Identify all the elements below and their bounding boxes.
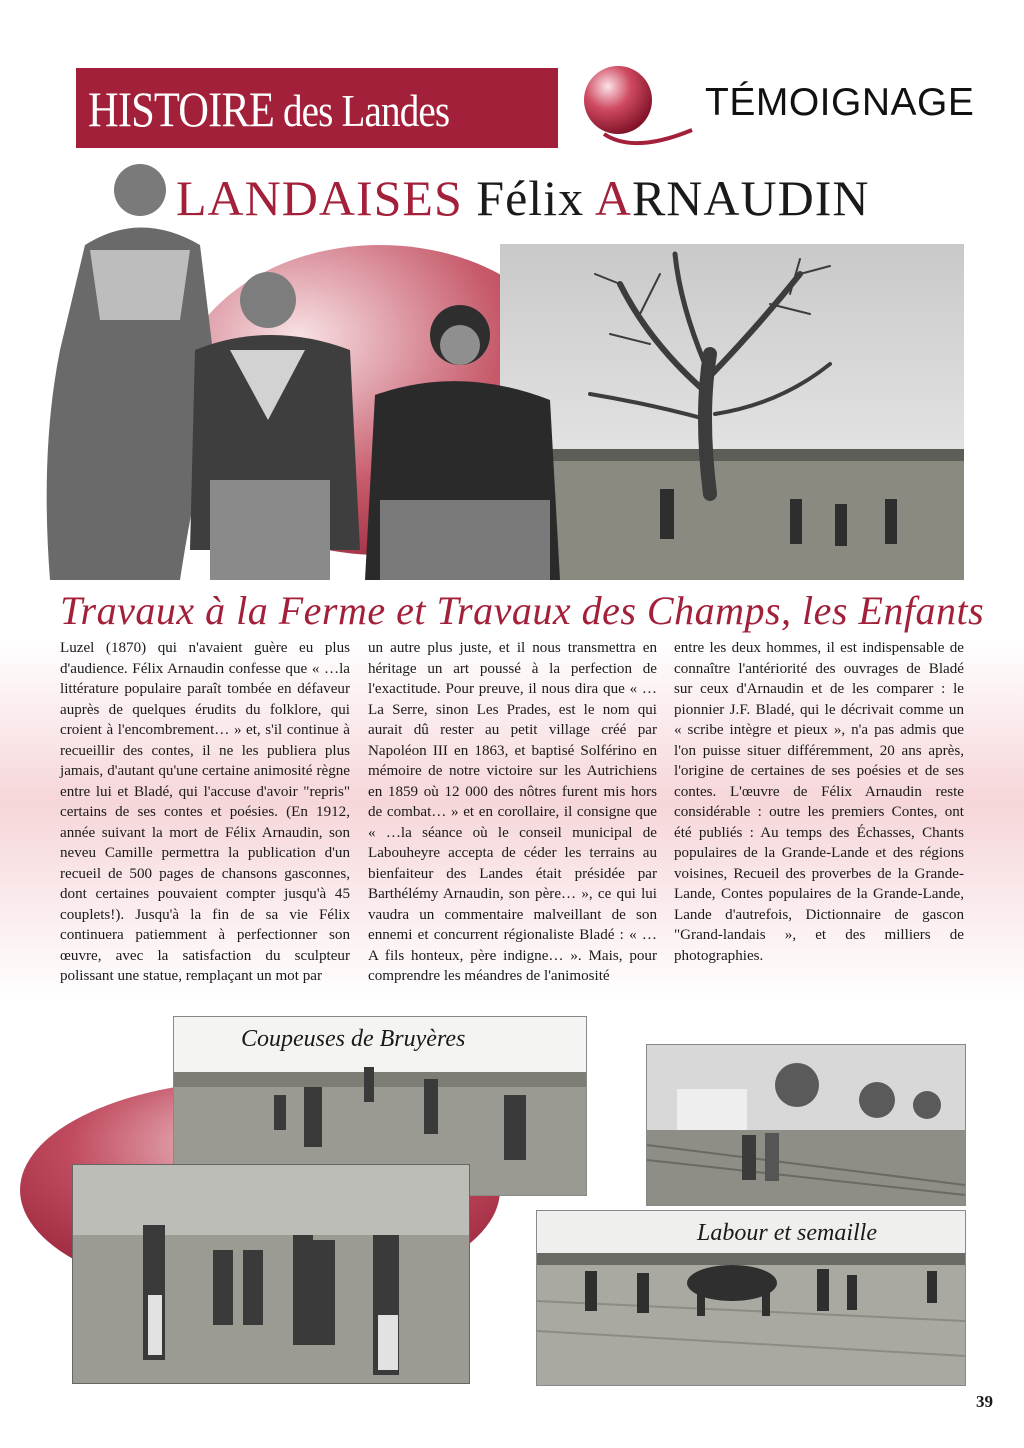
masthead-title [88,74,449,146]
text-column-1: Luzel (1870) qui n'avaient guère eu plus d'audience. Félix Arnaudin confesse que « …la littérature populaire paraît tombée en défaveur auprès de quelques érudits du folklore, qui croient à l'encombrement… » et, s'il continue à recueillir des contes, il ne les publiera plus jamais, d'autant qu'une certaine animosité règne entre lui et Bladé, qui l'accuse d'avoir "repris" certains de ses contes et poésies. (En 1912, année suivant la mort de Félix Arnaudin, son neveu Camille permettra la publication d'un recueil de 500 pages de chansons gasconnes, dont certaines pouvaient compter jusqu'à 45 couplets!). Jusqu'à la fin de sa vie Félix continuera patiemment à perfectionner son œuvre, avec la satisfaction du sculpteur polissant une statue, remplaçant un mot par [60,640,350,984]
title-initial: A [594,170,632,226]
photo-three-women [30,150,590,580]
article-subtitle: Travaux à la Ferme et Travaux des Champs, les Enfants [60,588,985,633]
photo-workers-woods [72,1164,470,1384]
photo-house-field [646,1044,966,1206]
q-logo-icon [574,62,694,154]
title-name-first: Félix [462,170,595,226]
masthead-rest: des Landes [274,85,450,136]
masthead-main: HISTOIRE [88,81,275,137]
page-number: 39 [976,1392,993,1411]
caption-heather-cutters: Coupeuses de Bruyères [241,1026,466,1052]
text-column-3: entre les deux hommes, il est indispensable de connaître l'antériorité des ouvrages de Bladé sur ceux d'Arnaudin et de les comparer : le pionnier J.F. Bladé, qui le décrivait comme un « scribe intègre et pieux », n'a pas admis que l'on puisse situer différemment, 20 ans après, l'origine de certaines de ses poésies et de ses contes. L'œuvre de Félix Arnaudin reste considérable : outre les premiers Contes, ont été publiés : Au temps des Échasses, Chants populaires de la Grande-Lande et des régions voisines, Recueil des proverbes de la Grande-Lande, Contes populaires de la Grande-Lande, Lande d'autrefois, Dictionnaire de gascon "Grand-landais », et des milliers de photographies. [674,640,964,964]
title-name-rest: RNAUDIN [631,170,870,226]
title-landaises: LANDAISES [176,170,463,226]
section-label: TÉMOIGNAGE [705,81,975,124]
caption-ploughing: Labour et semaille [697,1220,877,1246]
text-column-2: un autre plus juste, et il nous transmettra en héritage un art poussé à la perfection de l'exactitude. Pour preuve, il nous dira que « …La Serre, sinon Les Prades, est le nom qui aurait dû rester au petit village créé par Napoléon III en 1863, et baptisé Solférino en mémoire de notre victoire sur les Autrichiens en 1859 où 12 000 des nôtres furent mis hors de combat… » et en corollaire, il consigne que « …la séance où le conseil municipal de Labouheyre accepta de céder les terrains au bienfaiteur des Landes était présidée par Barthélémy Arnaudin, son père… », ce qui lui vaudra un commentaire malveillant de son ennemi et concurrent régionaliste Bladé : « …A fils honteux, père indigne… ». Mais, pour comprendre les méandres de l'animosité [368,640,657,984]
